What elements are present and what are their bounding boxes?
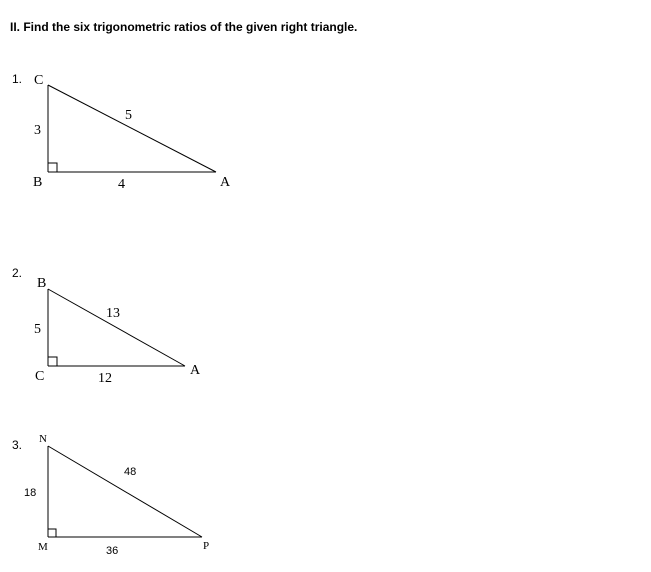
triangle-2-vertex-top: B bbox=[37, 276, 47, 291]
problem-1-number: 1. bbox=[12, 72, 23, 86]
problem-2-number: 2. bbox=[12, 266, 23, 280]
triangle-2-vertex-far: A bbox=[190, 363, 201, 378]
triangle-1-vertex-top: C bbox=[34, 73, 44, 88]
triangle-3-label-horizontal: 36 bbox=[106, 545, 119, 557]
triangle-1-label-hypotenuse: 5 bbox=[125, 108, 132, 123]
triangle-1-vertex-far: A bbox=[220, 175, 231, 190]
triangle-2-label-horizontal: 12 bbox=[98, 371, 112, 386]
problem-3-number: 3. bbox=[12, 438, 23, 452]
triangle-2-right-angle-mark bbox=[48, 357, 57, 366]
triangle-2-vertex-right-angle: C bbox=[35, 369, 45, 384]
triangle-2 bbox=[48, 289, 185, 366]
triangle-1 bbox=[48, 85, 216, 172]
triangle-3-hypotenuse bbox=[48, 446, 202, 537]
triangle-1-label-vertical: 3 bbox=[34, 123, 41, 138]
triangle-1-right-angle-mark bbox=[48, 163, 57, 172]
triangle-3 bbox=[48, 446, 202, 537]
triangle-1-label-horizontal: 4 bbox=[118, 177, 125, 192]
triangle-2-hypotenuse bbox=[48, 289, 185, 366]
triangle-3-label-hypotenuse: 48 bbox=[124, 466, 137, 478]
triangle-1-hypotenuse bbox=[48, 85, 216, 172]
triangle-3-label-vertical: 18 bbox=[24, 487, 37, 499]
triangle-3-vertex-far: P bbox=[203, 540, 210, 552]
triangle-3-vertex-top: N bbox=[39, 433, 47, 445]
worksheet-heading: II. Find the six trigonometric ratios of the given right triangle. bbox=[10, 20, 358, 34]
triangle-2-label-vertical: 5 bbox=[34, 322, 41, 337]
triangle-1-vertex-right-angle: B bbox=[33, 175, 43, 190]
triangle-3-vertex-right-angle: M bbox=[38, 541, 48, 553]
triangle-2-label-hypotenuse: 13 bbox=[106, 306, 120, 321]
triangle-3-right-angle-mark bbox=[48, 529, 56, 537]
